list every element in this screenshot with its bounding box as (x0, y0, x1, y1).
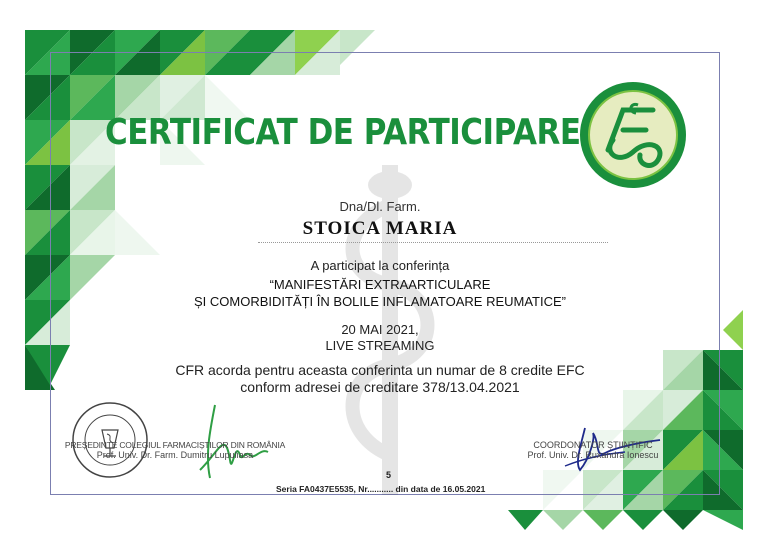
name-underline (258, 242, 608, 243)
conference-title-line1: “MANIFESTĂRI EXTRAARTICULARE (269, 277, 491, 292)
conference-format: LIVE STREAMING (325, 338, 435, 353)
left-signature-block (50, 440, 300, 460)
credits-line2: conform adresei de creditare 378/13.04.2021 (240, 379, 520, 395)
right-signatory-role: COORDONATOR ȘTIINȚIFIC (533, 440, 653, 450)
recipient-name: STOICA MARIA (302, 218, 458, 239)
right-signatory-name: Prof. Univ. Dr. Ruxandra Ionescu (527, 450, 659, 460)
participation-text: A participat la conferința (310, 258, 450, 273)
salutation: Dna/Dl. Farm. (339, 199, 421, 214)
certificate-title: CERTIFICAT DE PARTICIPARE (105, 112, 581, 154)
right-signature-block (508, 440, 678, 460)
left-signatory-name: Prof. Univ. Dr. Farm. Dumitru Lupuliasa (96, 450, 254, 460)
serial-number: Seria FA0437E5535, Nr........... din data de 16.05.2021 (276, 484, 486, 494)
left-signatory-role: PREȘEDINTE COLEGIUL FARMACIȘTILOR DIN ROMÂNIA (64, 440, 286, 450)
conference-title (150, 276, 610, 310)
page-number: 5 (386, 470, 392, 480)
pharmacy-caduceus-logo-icon (578, 80, 688, 190)
credits-line1: CFR acorda pentru aceasta conferinta un numar de 8 credite EFC (175, 362, 585, 378)
conference-title-line2: ȘI COMORBIDITĂȚI ÎN BOLILE INFLAMATOARE REUMATICE” (194, 294, 566, 309)
conference-date: 20 MAI 2021, (341, 322, 419, 337)
credits-text (140, 362, 620, 396)
